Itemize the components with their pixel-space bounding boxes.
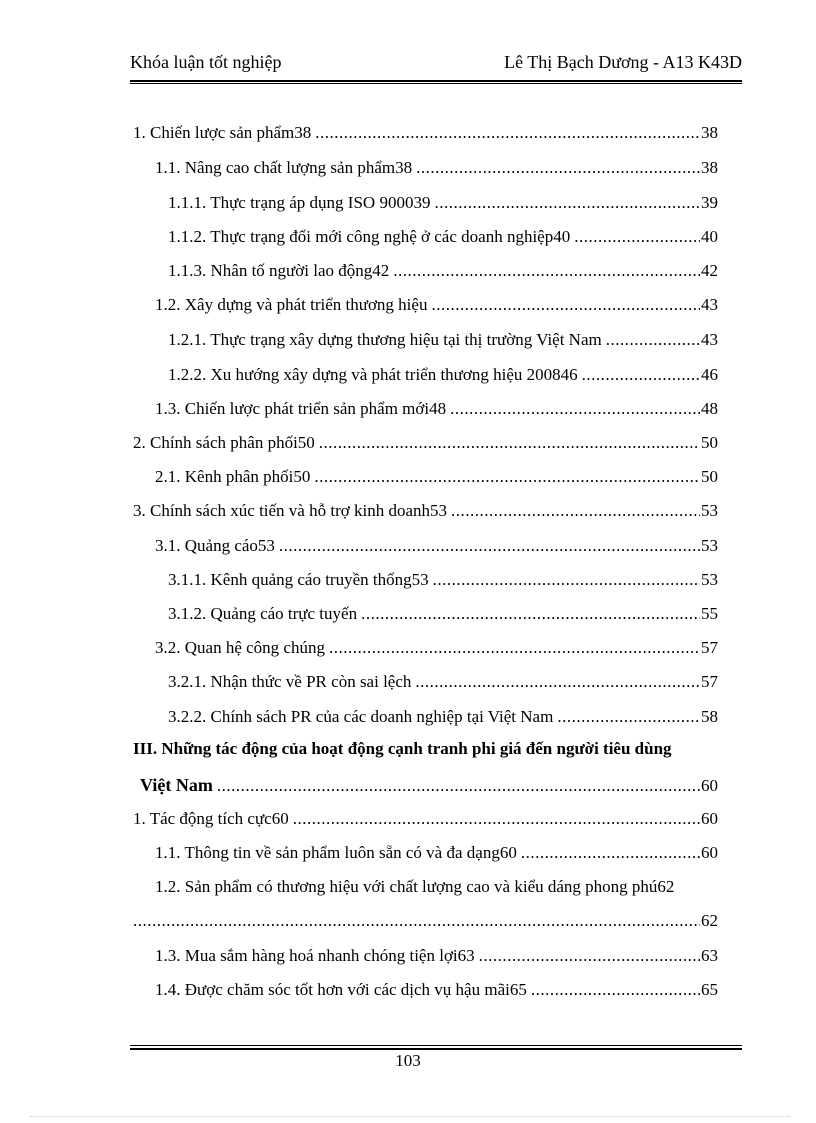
toc-section-heading[interactable]: III. Những tác động của hoạt động cạnh tranh phi giá đến người tiêu dùng	[133, 739, 672, 758]
toc-entry-title: 1.1.2. Thực trạng đổi mới công nghệ ở các doanh nghiệp40	[168, 227, 571, 246]
toc-leader	[433, 570, 700, 590]
toc-leader	[133, 911, 700, 931]
toc-entry-page: 42	[701, 261, 718, 280]
toc-entry-title: 3.1.1. Kênh quảng cáo truyền thống53	[168, 570, 429, 589]
toc-entry[interactable]	[133, 911, 718, 931]
toc-entry[interactable]	[155, 399, 718, 419]
toc-entry-page: 57	[701, 672, 718, 691]
toc-entry[interactable]	[168, 672, 718, 692]
toc-leader	[574, 227, 700, 247]
toc-entry-title: 3.2.1. Nhận thức về PR còn sai lệch	[168, 672, 412, 691]
toc-leader	[431, 295, 700, 315]
toc-entry-page: 55	[701, 604, 718, 623]
toc-leader	[217, 776, 700, 796]
toc-entry[interactable]	[155, 536, 718, 556]
toc-leader	[582, 365, 700, 385]
toc-entry-title: 2.1. Kênh phân phối50	[155, 467, 311, 486]
toc-entry[interactable]	[155, 467, 718, 487]
toc-entry-page: 60	[701, 776, 718, 795]
toc-entry-title: 3.1.2. Quảng cáo trực tuyến	[168, 604, 358, 623]
toc-entry-title: 1.1. Nâng cao chất lượng sản phẩm38	[155, 158, 413, 177]
header-divider	[130, 80, 742, 82]
toc-leader	[329, 638, 700, 658]
page-number: 103	[395, 1051, 421, 1070]
toc-entry-page: 43	[701, 295, 718, 314]
toc-entry[interactable]	[168, 227, 718, 247]
toc-leader	[521, 843, 700, 863]
toc-entry-title: 3. Chính sách xúc tiến và hỗ trợ kinh doanh53	[133, 501, 447, 520]
toc-entry-title: 1.3. Mua sắm hàng hoá nhanh chóng tiện lợi63	[155, 946, 475, 965]
toc-entry-page: 62	[701, 911, 718, 930]
toc-leader	[314, 467, 700, 487]
toc-entry[interactable]	[133, 501, 718, 521]
toc-leader	[415, 672, 700, 692]
toc-entry-page: 60	[701, 843, 718, 862]
toc-leader	[293, 809, 700, 829]
toc-entry-page: 63	[701, 946, 718, 965]
toc-leader	[361, 604, 700, 624]
toc-leader	[450, 399, 700, 419]
toc-entry-page: 40	[701, 227, 718, 246]
toc-entry[interactable]	[133, 433, 718, 453]
toc-leader	[434, 193, 700, 213]
toc-entry[interactable]	[155, 946, 718, 966]
toc-entry-page: 48	[701, 399, 718, 418]
footer-divider-thin	[130, 1045, 742, 1046]
toc-entry-title: 3.2. Quan hệ công chúng	[155, 638, 325, 657]
toc-leader	[451, 501, 700, 521]
header-author: Lê Thị Bạch Dương - A13 K43D	[504, 52, 742, 72]
toc-entry-page: 43	[701, 330, 718, 349]
toc-entry-title-wrapped[interactable]: 1.2. Sản phẩm có thương hiệu với chất lượng cao và kiểu dáng phong phú62	[155, 877, 675, 896]
toc-leader	[531, 980, 700, 1000]
toc-entry-page: 58	[701, 707, 718, 726]
toc-entry[interactable]	[155, 980, 718, 1000]
toc-entry[interactable]	[168, 330, 718, 350]
toc-leader	[319, 433, 700, 453]
toc-entry-title: 1.1.3. Nhân tố người lao động42	[168, 261, 390, 280]
toc-entry-page: 38	[701, 123, 718, 142]
toc-entry-page: 50	[701, 433, 718, 452]
header-divider-thin	[130, 83, 742, 84]
toc-leader	[606, 330, 700, 350]
toc-entry-page: 38	[701, 158, 718, 177]
toc-entry-title: 2. Chính sách phân phối50	[133, 433, 315, 452]
toc-entry-title: 3.1. Quảng cáo53	[155, 536, 275, 555]
toc-entry-title: 1. Tác động tích cực60	[133, 809, 289, 828]
toc-leader	[279, 536, 700, 556]
footer-divider	[130, 1048, 742, 1050]
toc-leader	[557, 707, 700, 727]
page-edge	[30, 1116, 790, 1117]
toc-entry[interactable]	[155, 843, 718, 863]
toc-entry[interactable]	[168, 365, 718, 385]
toc-leader	[393, 261, 700, 281]
toc-entry-page: 39	[701, 193, 718, 212]
toc-entry-page: 46	[701, 365, 718, 384]
toc-entry-page: 60	[701, 809, 718, 828]
header-title: Khóa luận tốt nghiệp	[130, 52, 282, 72]
toc-entry-page: 57	[701, 638, 718, 657]
toc-entry-title: 1.1. Thông tin về sản phẩm luôn sẵn có và đa dạng60	[155, 843, 517, 862]
toc-entry[interactable]	[168, 261, 718, 281]
toc-entry-title: Việt Nam	[140, 775, 213, 795]
toc-leader	[416, 158, 700, 178]
toc-entry[interactable]	[140, 775, 718, 796]
toc-entry[interactable]	[133, 123, 718, 143]
toc-entry[interactable]	[168, 570, 718, 590]
toc-entry-title: 1.2.1. Thực trạng xây dựng thương hiệu tại thị trường Việt Nam	[168, 330, 602, 349]
toc-entry-title: 1.1.1. Thực trạng áp dụng ISO 900039	[168, 193, 431, 212]
toc-entry-page: 53	[701, 570, 718, 589]
toc-leader	[315, 123, 700, 143]
running-header	[130, 52, 742, 80]
toc-entry[interactable]	[168, 707, 718, 727]
toc-entry-title: 1.2. Xây dựng và phát triển thương hiệu	[155, 295, 428, 314]
toc-entry[interactable]	[155, 638, 718, 658]
toc-entry-page: 50	[701, 467, 718, 486]
toc-entry[interactable]	[155, 158, 718, 178]
toc-entry-page: 53	[701, 501, 718, 520]
toc-entry[interactable]	[168, 193, 718, 213]
toc-entry-page: 53	[701, 536, 718, 555]
toc-entry-title: 1.2.2. Xu hướng xây dựng và phát triển thương hiệu 200846	[168, 365, 578, 384]
toc-entry-title: 3.2.2. Chính sách PR của các doanh nghiệp tại Việt Nam	[168, 707, 554, 726]
toc-entry-title: 1. Chiến lược sản phẩm38	[133, 123, 312, 142]
toc-entry-title: 1.3. Chiến lược phát triển sản phẩm mới48	[155, 399, 447, 418]
toc-entry-page: 65	[701, 980, 718, 999]
toc-entry[interactable]	[155, 295, 718, 315]
toc-leader	[479, 946, 700, 966]
toc-entry-title: 1.4. Được chăm sóc tốt hơn với các dịch vụ hậu mãi65	[155, 980, 527, 999]
toc-entry[interactable]	[133, 809, 718, 829]
toc-entry[interactable]	[168, 604, 718, 624]
